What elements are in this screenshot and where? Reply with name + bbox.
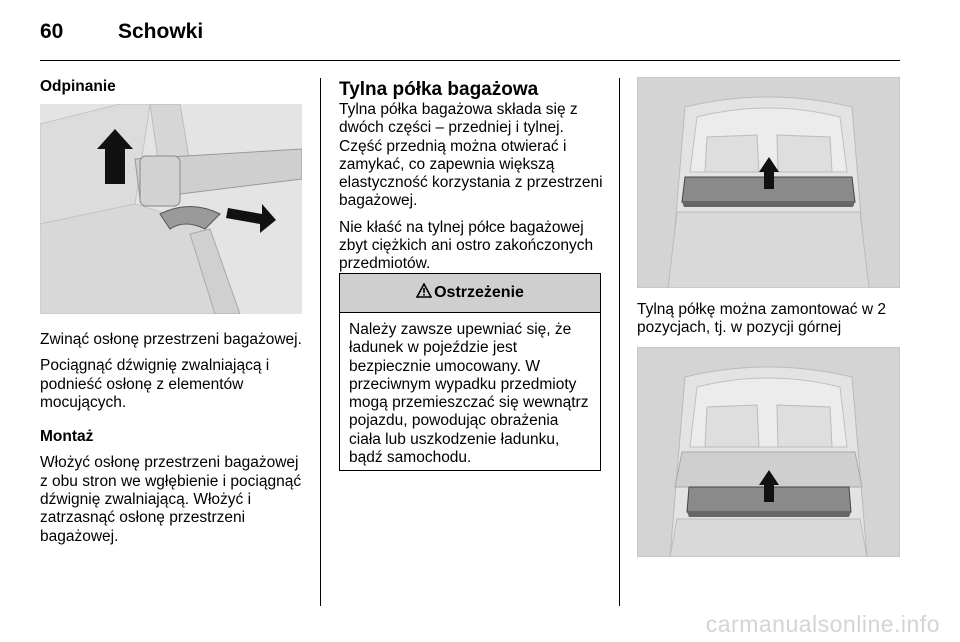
rear-shelf-lower-position-illustration xyxy=(637,347,900,557)
paragraph-zwinac: Zwinąć osłonę przestrzeni bagażowej. xyxy=(40,331,302,348)
subheading-odpinanie: Odpinanie xyxy=(40,78,116,95)
paragraph-montaz: Włożyć osłonę przestrzeni bagażowej z obu stron we wgłębienie i pociągnąć dźwignię zwalniającą. Włożyć i zatrzasnąć osłonę przestrzeni bagażowej. xyxy=(40,454,302,545)
rear-shelf-upper-position-illustration xyxy=(637,77,900,288)
warning-text: Należy zawsze upewniać się, że ładunek w pojeździe jest bezpiecznie umocowany. W przeciwnym wypadku przedmioty mogą przemieszczać się wewnątrz pojazdu, powodując obrażenia ciała lub uszkodzenie ładunku, bądź samochodu. xyxy=(349,321,589,467)
column-divider-1 xyxy=(320,78,321,606)
paragraph-tylna-polka: Tylna półka bagażowa składa się z dwóch części – przedniej i tylnej. Część przednią można otwierać i zamykać, co zapewnia większą elastyczność korzystania z przestrzeni bagażowej. xyxy=(339,101,603,210)
page-number: 60 xyxy=(40,20,64,43)
warning-triangle-icon xyxy=(416,283,432,303)
figure-shelf-lower xyxy=(637,347,900,557)
paragraph-pozycje: Tylną półkę można zamontować w 2 pozycjach, tj. w pozycji górnej xyxy=(637,301,886,337)
warning-title: Ostrzeżenie xyxy=(434,284,524,301)
column-divider-2 xyxy=(619,78,620,606)
figure-shelf-upper xyxy=(637,77,900,288)
paragraph-pociagnac: Pociągnąć dźwignię zwalniającą i podnieść osłonę z elementów mocujących. xyxy=(40,357,270,411)
header-rule xyxy=(40,60,900,61)
subheading-montaz: Montaż xyxy=(40,428,94,446)
warning-header xyxy=(340,274,600,313)
figure-cover-release xyxy=(40,104,302,314)
paragraph-nie-klasc: Nie kłaść na tylnej półce bagażowej zbyt ciężkich ani ostro zakończonych przedmiotów. xyxy=(339,218,594,273)
watermark: carmanualsonline.info xyxy=(705,611,940,637)
warning-box xyxy=(339,273,601,471)
section-heading: Tylna półka bagażowa xyxy=(339,79,539,100)
luggage-cover-release-illustration xyxy=(40,104,302,314)
chapter-title: Schowki xyxy=(118,20,204,43)
